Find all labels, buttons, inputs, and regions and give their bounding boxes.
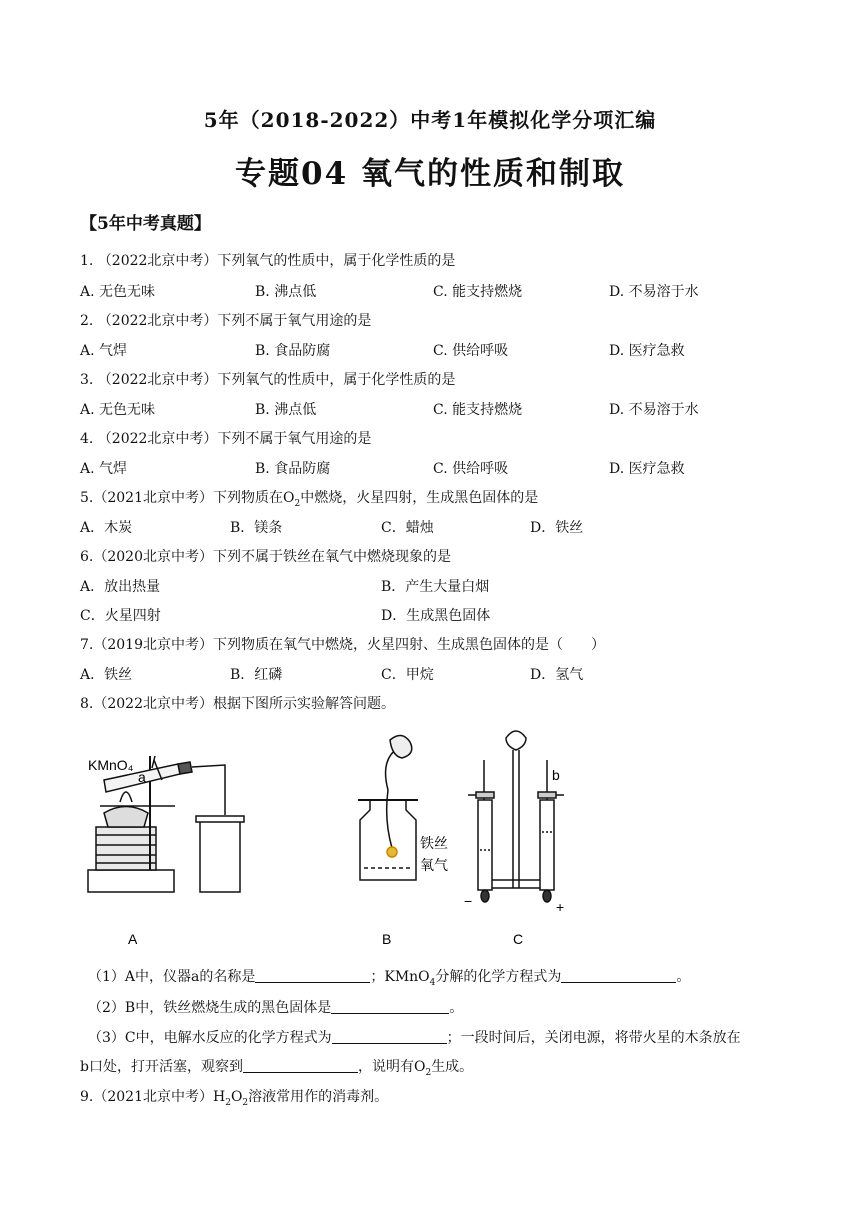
- caption-c: C: [513, 931, 524, 947]
- document-subtitle: 5年（2018-2022）中考1年模拟化学分项汇编: [203, 108, 657, 132]
- q6-option-b: B．产生大量白烟: [381, 579, 490, 595]
- label-a: a: [138, 769, 146, 785]
- lamp-flame: [120, 792, 132, 802]
- q3-option-c: C. 能支持燃烧: [433, 402, 523, 418]
- q2-option-c: C. 供给呼吸: [433, 343, 509, 359]
- label-plus: +: [556, 899, 565, 915]
- answer-blank[interactable]: [331, 999, 449, 1014]
- q7-option-c: C．甲烷: [381, 667, 434, 683]
- q2-option-d: D. 医疗急救: [609, 343, 685, 359]
- question-4-stem: 4. （2022北京中考）下列不属于氧气用途的是: [80, 431, 372, 447]
- answer-blank[interactable]: [243, 1058, 358, 1073]
- delivery-tube: [192, 765, 225, 815]
- question-2-stem: 2. （2022北京中考）下列不属于氧气用途的是: [80, 313, 372, 329]
- question-5-stem: 5.（2021北京中考）下列物质在$O_2$中燃烧，火星四射，生成黑色固体的是: [80, 490, 539, 509]
- q8-part-3: （3）C中，电解水反应的化学方程式为 ；一段时间后，关闭电源，将带火星的木条放在: [88, 1030, 741, 1046]
- question-9-stem: 9.（2021北京中考）$H_2O_2$溶液常用作的消毒剂。: [80, 1089, 389, 1108]
- electrode-neg: [481, 890, 489, 902]
- question-8-stem: 8.（2022北京中考）根据下图所示实验解答问题。: [80, 696, 395, 712]
- q6-option-a: A．放出热量: [80, 579, 161, 595]
- stopper: [178, 762, 192, 774]
- alcohol-lamp: [104, 807, 148, 828]
- q1-option-b: B. 沸点低: [255, 284, 317, 300]
- left-tube: [478, 800, 492, 890]
- q2-option-a: A. 气焊: [80, 343, 128, 359]
- experiment-diagram: [80, 720, 700, 950]
- iron-stand-base: [88, 870, 174, 892]
- q7-option-a: A．铁丝: [80, 667, 133, 683]
- q4-option-a: A. 气焊: [80, 461, 128, 477]
- question-7-stem: 7.（2019北京中考）下列物质在氧气中燃烧，火星四射、生成黑色固体的是（ ）: [80, 637, 605, 653]
- q3-option-b: B. 沸点低: [255, 402, 317, 418]
- label-b: b: [552, 767, 560, 783]
- apparatus-a: [88, 756, 244, 892]
- spark: [387, 847, 397, 857]
- q3-option-a: A. 无色无味: [80, 402, 156, 418]
- right-tube: [540, 800, 554, 890]
- q4-option-d: D. 医疗急救: [609, 461, 685, 477]
- q4-option-c: C. 供给呼吸: [433, 461, 509, 477]
- q2-option-b: B. 食品防腐: [255, 343, 331, 359]
- caption-a: A: [128, 931, 138, 947]
- label-kmno4: KMnO₄: [88, 757, 134, 773]
- answer-blank[interactable]: [255, 968, 370, 983]
- question-1-stem: 1. （2022北京中考）下列氧气的性质中，属于化学性质的是: [80, 253, 456, 269]
- electrode-pos: [543, 890, 551, 902]
- q7-option-b: B．红磷: [230, 667, 283, 683]
- label-iron-wire: 铁丝: [420, 835, 448, 851]
- q5-option-a: A．木炭: [80, 520, 133, 536]
- apparatus-c: [468, 731, 564, 902]
- q5-option-b: B．镁条: [230, 520, 283, 536]
- question-3-stem: 3. （2022北京中考）下列氧气的性质中，属于化学性质的是: [80, 372, 456, 388]
- q1-option-a: A. 无色无味: [80, 284, 156, 300]
- document-title: 专题04 氧气的性质和制取: [235, 156, 625, 192]
- q7-option-d: D．氢气: [530, 667, 584, 683]
- iron-wire: [386, 748, 398, 848]
- q4-option-b: B. 食品防腐: [255, 461, 331, 477]
- label-oxygen: 氧气: [420, 857, 448, 873]
- match: [390, 735, 412, 758]
- q6-option-c: C．火星四射: [80, 608, 161, 624]
- question-6-stem: 6.（2020北京中考）下列不属于铁丝在氧气中燃烧现象的是: [80, 549, 451, 565]
- collection-bottle: [200, 822, 240, 892]
- q8-part-2: （2）B中，铁丝燃烧生成的黑色固体是 。: [88, 1000, 464, 1016]
- q6-option-d: D．生成黑色固体: [381, 608, 491, 624]
- experiment-figure: [80, 720, 700, 950]
- label-minus: −: [464, 893, 473, 909]
- reservoir: [506, 731, 526, 750]
- apparatus-b: [358, 735, 418, 880]
- q1-option-c: C. 能支持燃烧: [433, 284, 523, 300]
- q8-part-3-line-2: b口处，打开活塞，观察到 ，说明有$O_2$生成。: [80, 1059, 474, 1078]
- q5-option-c: C．蜡烛: [381, 520, 434, 536]
- q5-option-d: D．铁丝: [530, 520, 584, 536]
- section-heading: 【5年中考真题】: [80, 214, 211, 234]
- caption-b: B: [382, 931, 392, 947]
- answer-blank[interactable]: [332, 1029, 447, 1044]
- q8-part-1: （1）A中，仪器a的名称是 ；KMnO$_4$分解的化学方程式为 。: [88, 969, 691, 988]
- q1-option-d: D. 不易溶于水: [609, 284, 699, 300]
- q3-option-d: D. 不易溶于水: [609, 402, 699, 418]
- answer-blank[interactable]: [561, 968, 676, 983]
